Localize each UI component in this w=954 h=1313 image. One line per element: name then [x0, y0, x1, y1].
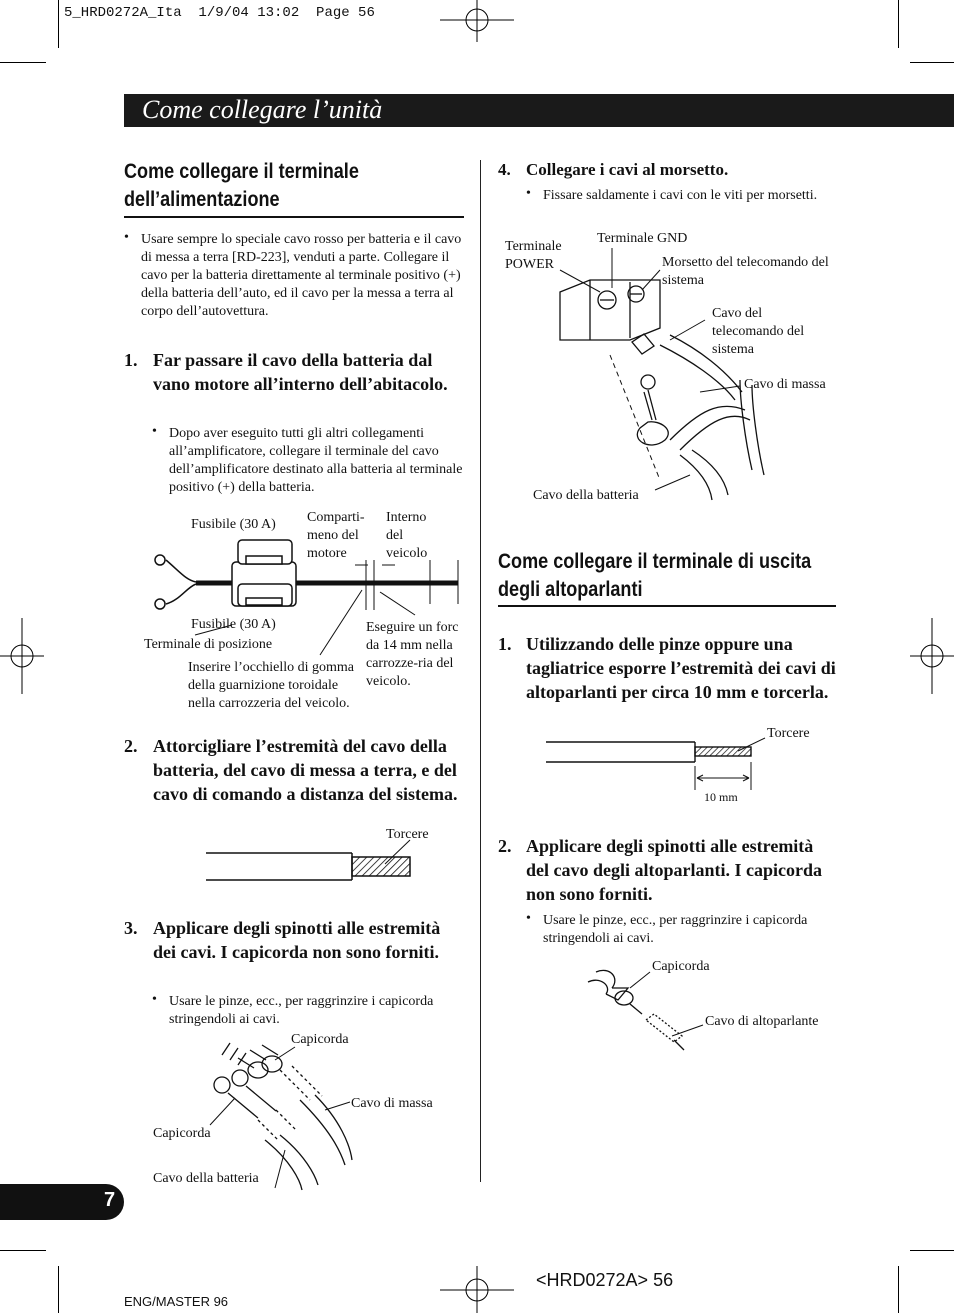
bullet-dot: •: [152, 992, 157, 1007]
speaker-cable-label: Cavo di altoparlante: [705, 1014, 819, 1029]
ground-cable-label: Cavo di massa: [744, 377, 826, 392]
fuse-top-label: Fusibile (30 A): [191, 517, 276, 532]
strip-length-label: 10 mm: [704, 790, 738, 804]
position-terminal-label: Terminale di posizione: [144, 637, 273, 652]
battery-cable-label: Cavo della batteria: [533, 488, 639, 503]
bullet-dot: •: [526, 186, 531, 201]
step-number: 3.: [124, 918, 138, 938]
power-terminal-label: Terminale POWER: [505, 239, 562, 272]
fuse-bottom-label: Fusibile (30 A): [191, 617, 276, 632]
lug-top-label: Capicorda: [291, 1032, 349, 1047]
step-number: 4.: [498, 160, 511, 179]
step-3-text: Applicare degli spinotti alle estremità dei cavi. I capicorda non sono forniti.: [153, 918, 441, 962]
step-4-bullet: Fissare saldamente i cavi con le viti per morsetti.: [543, 188, 818, 203]
step-2-text: Attorcigliare l’estremità del cavo della batteria, del cavo di messa a terra, e del cavo di comando a distanza del sistema.: [153, 736, 458, 804]
slug-line: 5_HRD0272A_Ita 1/9/04 13:02 Page 56: [64, 5, 375, 21]
page-number: 7: [104, 1189, 116, 1211]
step-number: 1.: [498, 634, 512, 654]
intro-text: Usare sempre lo speciale cavo rosso per batteria e il cavo di messa a terra [RD-223], venduti a parte. Collegare il cavo per la batteria direttamente al terminale positivo (+) della batteria dell’auto, ed il cavo per la messa a terra al corpo dell’autovettura.: [141, 232, 462, 319]
twist-label: Torcere: [386, 827, 429, 842]
bullet-dot: •: [526, 911, 531, 926]
gnd-terminal-label: Terminale GND: [597, 231, 688, 246]
step-1-text: Far passare il cavo della batteria dal vano motore all’interno dell’abitacolo.: [153, 350, 448, 394]
step-number: 2.: [498, 836, 512, 856]
step-4-text: Collegare i cavi al morsetto.: [526, 160, 729, 179]
ground-cable-label: Cavo di massa: [351, 1096, 433, 1111]
twist-label: Torcere: [767, 726, 810, 741]
bullet-dot: •: [152, 424, 157, 439]
lug-label: Capicorda: [652, 959, 710, 974]
speaker-step-1-text: Utilizzando delle pinze oppure una tagliatrice esporre l’estremità dei cavi di altoparlanti per circa 10 mm e torcerla.: [526, 634, 836, 702]
section-heading-power: Come collegare il terminale dell’alimentazione: [124, 160, 359, 211]
bullet-dot: •: [124, 230, 129, 245]
step-3-bullet: Usare le pinze, ecc., per raggrinzire i capicorda stringendoli ai cavi.: [169, 994, 434, 1027]
speaker-step-2-bullet: Usare le pinze, ecc., per raggrinzire i capicorda stringendoli ai cavi.: [543, 913, 808, 946]
lug-left-label: Capicorda: [153, 1126, 211, 1141]
master-label: ENG/MASTER 96: [124, 1294, 229, 1309]
vehicle-interior-label: Interno del veicolo: [386, 510, 428, 561]
remote-cable-label: Cavo del telecomando del sistema: [712, 306, 805, 357]
speaker-step-2-text: Applicare degli spinotti alle estremità del cavo degli altoparlanti. I capicorda non sono forniti.: [526, 836, 822, 904]
grommet-label: Inserire l’occhiello di gomma della guarnizione toroidale nella carrozzeria del veicolo.: [188, 660, 354, 711]
page-title: Come collegare l’unità: [142, 95, 383, 124]
battery-cable-label: Cavo della batteria: [153, 1171, 259, 1186]
drill-hole-label: Eseguire un forc da 14 mm nella carrozze-ria del veicolo.: [366, 620, 459, 689]
section-heading-speaker: Come collegare il terminale di uscita degli altoparlanti: [498, 550, 812, 601]
step-1-bullet: Dopo aver eseguito tutti gli altri collegamenti all’amplificatore, collegare il terminale del cavo dell’amplificatore destinato alla batteria al terminale positivo (+) della batteria.: [169, 426, 463, 495]
step-number: 2.: [124, 736, 138, 756]
engine-compartment-label: Comparti-meno del motore: [307, 510, 365, 561]
remote-terminal-label: Morsetto del telecomando del sistema: [662, 255, 829, 288]
document-code: <HRD0272A> 56: [536, 1270, 674, 1290]
step-number: 1.: [124, 350, 138, 370]
